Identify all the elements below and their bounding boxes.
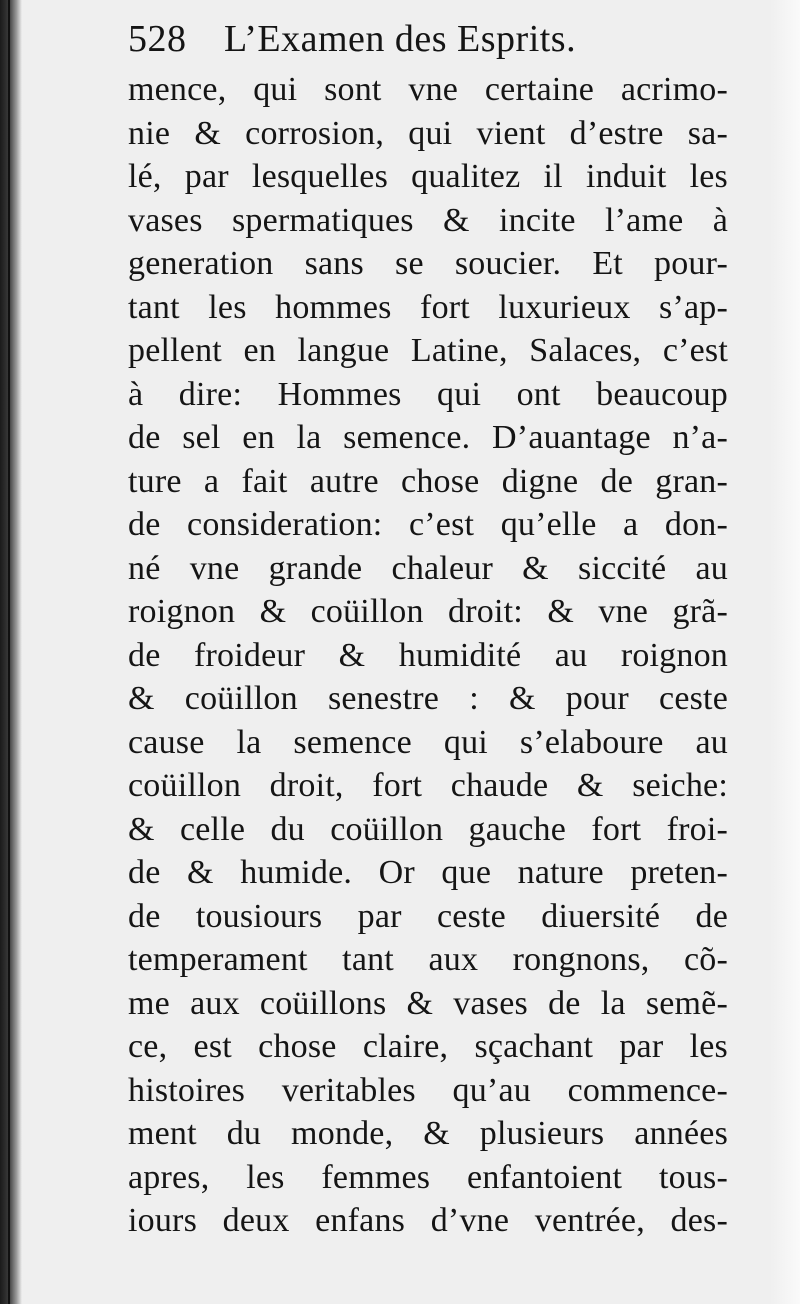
gutter-edge [8,0,10,1304]
text-line: temperament tant aux rongnons, cõ- [128,941,728,978]
running-head [128,14,728,68]
text-line: pellent en langue Latine, Salaces, c’est [128,332,728,369]
text-line: ment du monde, & plusieurs années [128,1115,728,1152]
text-line: histoires veritables qu’au commence- [128,1071,728,1109]
page-edge [770,0,800,1304]
text-line: de consideration: c’est qu’elle a don- [128,506,728,543]
text-line: né vne grande chaleur & siccité au [128,549,728,587]
text-line: nie & corrosion, qui vient d’estre sa- [128,114,728,152]
text-line: à dire: Hommes qui ont beaucoup [128,375,728,413]
text-line: lé, par lesquelles qualitez il induit les [128,158,728,195]
text-line: de tousiours par ceste diuersité de [128,897,728,935]
text-line: generation sans se soucier. Et pour- [128,245,728,282]
text-line: ce, est chose claire, sçachant par les [128,1028,728,1065]
text-line: mence, qui sont vne certaine acrimo- [128,71,728,108]
running-title: L’Examen des Esprits. [224,18,577,60]
text-block [128,14,728,1243]
text-line: roignon & coüillon droit: & vne grã- [128,593,728,630]
text-line: tant les hommes fort luxurieux s’ap- [128,288,728,326]
body-text [128,68,728,1243]
text-line: ture a fait autre chose digne de gran- [128,462,728,500]
text-line: iours deux enfans d’vne ventrée, des- [128,1202,728,1239]
page-number: 528 [128,18,187,60]
text-line: cause la semence qui s’elaboure au [128,723,728,761]
text-line: de & humide. Or que nature preten- [128,854,728,891]
book-gutter-shadow [0,0,22,1304]
text-line: & coüillon senestre : & pour ceste [128,680,728,717]
text-line: apres, les femmes enfantoient tous- [128,1158,728,1196]
text-line: de froideur & humidité au roignon [128,636,728,674]
text-line: me aux coüillons & vases de la semẽ- [128,984,728,1022]
text-line: & celle du coüillon gauche fort froi- [128,810,728,848]
text-line: de sel en la semence. D’auantage n’a- [128,419,728,456]
text-line: coüillon droit, fort chaude & seiche: [128,767,728,804]
text-line: vases spermatiques & incite l’ame à [128,201,728,239]
